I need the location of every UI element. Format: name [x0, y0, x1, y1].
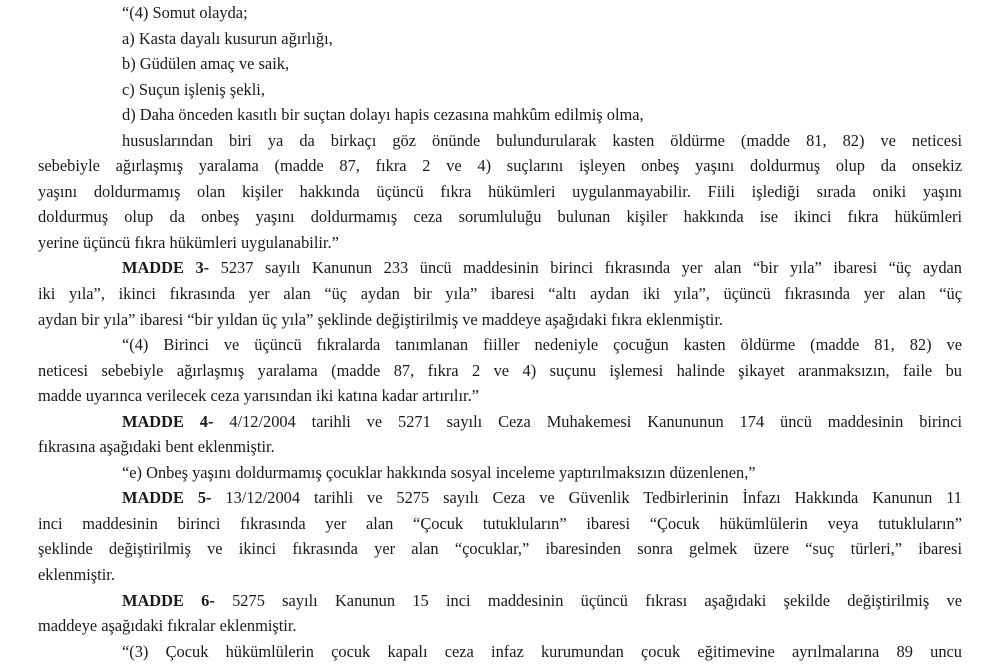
text-line: [38, 230, 962, 256]
article-heading: MADDE 4-: [122, 411, 214, 431]
text-line: [38, 536, 962, 562]
text-line: [38, 307, 962, 333]
line-text: c) Suçun işleniş şekli,: [122, 79, 265, 99]
line-text: a) Kasta dayalı kusurun ağırlığı,: [122, 28, 333, 48]
line-text: hususlarından biri ya da birkaçı göz önünde bulundurularak kasten öldürme (madde 81, 82) ve neticesi: [122, 130, 962, 150]
text-line: [38, 383, 962, 409]
line-text: yaşını doldurmamış olan kişiler hakkında üçüncü fıkra hükümleri uygulanmayabilir. Fiili işlediği sırada oniki yaşını: [38, 181, 962, 201]
line-text: sebebiyle ağırlaşmış yaralama (madde 87, fıkra 2 ve 4) suçlarını işleyen onbeş yaşını doldurmuş olup da onsekiz: [38, 156, 962, 176]
line-text: iki yıla”, ikinci fıkrasında yer alan “üç aydan bir yıla” ibaresi “altı aydan iki yıla”, üçüncü fıkrasında yer alan “üç: [38, 284, 962, 304]
text-line: [38, 332, 962, 358]
text-line: [38, 613, 962, 639]
text-line: [38, 562, 962, 588]
document-body: [38, 0, 962, 664]
line-text: d) Daha önceden kasıtlı bir suçtan dolayı hapis cezasına mahkûm edilmiş olma,: [122, 105, 644, 125]
text-line: [38, 358, 962, 384]
line-text: aydan bir yıla” ibaresi “bir yıldan üç yıla” şeklinde değiştirilmiş ve maddeye aşağıdaki fıkra eklenmiştir.: [38, 309, 724, 329]
line-text: b) Güdülen amaç ve saik,: [122, 54, 290, 74]
text-line: [38, 511, 962, 537]
line-text: inci maddesinin birinci fıkrasında yer alan “Çocuk tutukluların” ibaresi “Çocuk hükümlülerin veya tutukluların”: [38, 513, 962, 533]
text-line: [38, 588, 962, 614]
text-line: [38, 639, 962, 664]
line-text: fıkrasına aşağıdaki bent eklenmiştir.: [38, 437, 275, 457]
text-line: [38, 77, 962, 103]
text-line: [38, 281, 962, 307]
line-text: “e) Onbeş yaşını doldurmamış çocuklar hakkında sosyal inceleme yaptırılmaksızın düzenlenen,”: [122, 462, 756, 482]
line-text: “(4) Birinci ve üçüncü fıkralarda tanımlanan fiiller nedeniyle çocuğun kasten öldürme (madde 81, 82) ve: [122, 335, 962, 355]
line-text: yerine üçüncü fıkra hükümleri uygulanabilir.”: [38, 232, 339, 252]
text-line: [38, 153, 962, 179]
line-text: “(4) Somut olayda;: [122, 3, 248, 22]
text-line: [38, 128, 962, 154]
article-heading: MADDE 6-: [122, 590, 215, 610]
text-line: [38, 255, 962, 281]
text-line: [38, 434, 962, 460]
line-text: şeklinde değiştirilmiş ve ikinci fıkrasında yer alan “çocuklar,” ibaresinden sonra gelmek üzere “suç türleri,” ibaresi: [38, 539, 962, 559]
line-text: madde uyarınca verilecek ceza yarısından iki katına kadar artırılır.”: [38, 386, 479, 406]
line-text: doldurmuş olup da onbeş yaşını doldurmamış ceza sorumluluğu bulunan kişiler hakkında ise ikinci fıkra hükümleri: [38, 207, 962, 227]
text-line: [38, 204, 962, 230]
text-line: [38, 485, 962, 511]
text-line: [38, 179, 962, 205]
line-text: neticesi sebebiyle ağırlaşmış yaralama (madde 87, fıkra 2 ve 4) suçunu işlemesi halinde şikayet aranmaksızın, faile bu: [38, 360, 962, 380]
text-line: [38, 409, 962, 435]
line-text: 4/12/2004 tarihli ve 5271 sayılı Ceza Muhakemesi Kanununun 174 üncü maddesinin birinci: [213, 411, 962, 431]
text-line: [38, 460, 962, 486]
text-line: [38, 102, 962, 128]
line-text: “(3) Çocuk hükümlülerin çocuk kapalı ceza infaz kurumundan çocuk eğitimevine ayrılmalarına 89 uncu: [122, 641, 962, 661]
text-line: [38, 0, 962, 26]
line-text: 5237 sayılı Kanunun 233 üncü maddesinin birinci fıkrasında yer alan “bir yıla” ibaresi “üç aydan: [209, 258, 962, 278]
line-text: 13/12/2004 tarihli ve 5275 sayılı Ceza ve Güvenlik Tedbirlerinin İnfazı Hakkında Kanunun 11: [211, 488, 962, 508]
line-text: maddeye aşağıdaki fıkralar eklenmiştir.: [38, 616, 297, 636]
line-text: 5275 sayılı Kanunun 15 inci maddesinin üçüncü fıkrası aşağıdaki şekilde değiştirilmiş ve: [214, 590, 962, 610]
text-line: [38, 51, 962, 77]
line-text: eklenmiştir.: [38, 565, 115, 585]
text-line: [38, 26, 962, 52]
article-heading: MADDE 5-: [122, 488, 212, 508]
article-heading: MADDE 3-: [122, 258, 210, 278]
